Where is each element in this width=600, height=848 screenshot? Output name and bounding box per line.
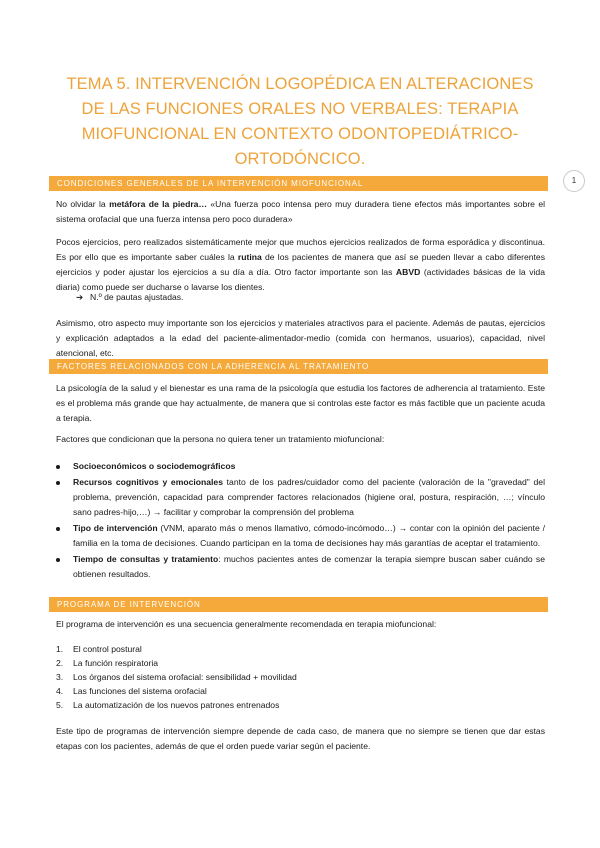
text-run: : muchos pacientes antes de comenzar la terapia siempre buscan saber cuándo se obtienen resultados. (73, 554, 546, 579)
bold-run: Tiempo de consultas y tratamiento (73, 554, 219, 564)
section-heading-adherencia: FACTORES RELACIONADOS CON LA ADHERENCIA AL TRATAMIENTO (49, 359, 548, 374)
step-number: 2. (56, 658, 64, 668)
bold-run: Tipo de intervención (73, 523, 158, 533)
step-number: 4. (56, 686, 64, 696)
bold-run: Socioeconómicos o sociodemográficos (73, 461, 236, 471)
paragraph-psicologia: La psicología de la salud y el bienestar es una rama de la psicología que estudia los factores de adherencia al tratamiento. Este es el problema más grande que hay actualmente, de manera que si controlas este factor es más factible que un paciente acuda a terapia. (56, 383, 545, 423)
step-number: 5. (56, 700, 64, 710)
arrow-item (76, 290, 183, 305)
section-heading-programa: PROGRAMA DE INTERVENCIÓN (49, 597, 548, 612)
bold-run: ABVD (395, 267, 421, 277)
list-item (56, 552, 545, 582)
text-run: tanto de los padres/cuidador como del paciente (valoración de la "gravedad" del problema, prevención, capacidad para comprender factores relacionados (higiene oral, postura, respiración, …; vínculo sano padres-hijo,…) → facilitar y comprobar la comprensión del problema (73, 477, 545, 517)
bullet-icon (56, 527, 60, 531)
paragraph-materiales: Asimismo, otro aspecto muy importante son los ejercicios y materiales atractivos para el paciente. Además de pautas, ejercicios y explicación adaptados a la edad del paciente-alimentador-medio (comida con hermanos, usuarios), capacidad, nivel atencional, etc. (56, 318, 545, 358)
text-run: (VNM, aparato más o menos llamativo, cómodo-incómodo…) → contar con la opinión del paciente / familia en la toma de decisiones. Cuando participan en la toma de decisiones hay más garantías de aceptar el tratamiento. (73, 523, 545, 548)
page-title: TEMA 5. INTERVENCIÓN LOGOPÉDICA EN ALTERACIONES DE LAS FUNCIONES ORALES NO VERBALES: TERAPIA MIOFUNCIONAL EN CONTEXTO ODONTOPEDIÁTRICO-ORTODÓNCICO. (66, 75, 534, 168)
text-run: Pocos ejercicios, pero realizados sistemáticamente mejor que muchos ejercicios realizados de forma esporádica y discontinua. Es por ello que es importante saber cuáles la (56, 237, 545, 262)
step-number: 3. (56, 672, 64, 682)
list-item (56, 698, 545, 712)
list-item (56, 656, 545, 670)
bullet-icon (56, 481, 60, 485)
list-item (56, 475, 545, 520)
paragraph-metafora (56, 197, 545, 227)
paragraph-programa-cierre: Este tipo de programas de intervención siempre depende de cada caso, de manera que no siempre se tienen que dar estas etapas con los pacientes, además de que el orden puede variar según el paciente. (56, 726, 545, 751)
paragraph-programa-intro: El programa de intervención es una secuencia generalmente recomendada en terapia miofuncional: (56, 619, 437, 629)
step-text: La automatización de los nuevos patrones entrenados (73, 700, 280, 710)
list-item (56, 642, 545, 656)
list-item (56, 684, 545, 698)
paragraph-factores-intro: Factores que condicionan que la persona no quiera tener un tratamiento miofuncional: (56, 434, 385, 444)
steps-list (56, 642, 545, 712)
bold-run: metáfora de la piedra… (109, 199, 208, 209)
paragraph-rutina (56, 235, 545, 295)
list-item (56, 459, 545, 474)
bold-run: Recursos cognitivos y emocionales (73, 477, 223, 487)
step-text: La función respiratoria (73, 658, 159, 668)
text-run: No olvidar la (56, 199, 110, 209)
step-text: Las funciones del sistema orofacial (73, 686, 207, 696)
step-text: Los órganos del sistema orofacial: sensibilidad + movilidad (73, 672, 297, 682)
bullet-icon (56, 465, 60, 469)
bullet-icon (56, 558, 60, 562)
arrow-item-text: N.º de pautas ajustadas. (90, 292, 184, 302)
list-item (56, 670, 545, 684)
list-item (56, 521, 545, 551)
step-text: El control postural (73, 644, 142, 654)
text-run: (actividades básicas de la vida diaria) como puede ser ducharse o lavarse los dientes. (56, 267, 545, 292)
arrow-right-icon: ➔ (76, 292, 84, 302)
section-heading-condiciones: CONDICIONES GENERALES DE LA INTERVENCIÓN MIOFUNCIONAL (49, 176, 548, 191)
factors-list (56, 459, 545, 583)
text-run: «Una fuerza poco intensa pero muy duradera tiene efectos más importantes sobre el sistema orofacial que una fuerza intensa pero poco duradera» (56, 199, 546, 224)
bold-run: rutina (237, 252, 262, 262)
text-run: de los pacientes de manera que así se pueden llevar a cabo diferentes ejercicios y poder ajustar los ejercicios a su día a día. Otro factor importante son las (56, 252, 545, 277)
page-number-badge: 1 (563, 170, 585, 192)
step-number: 1. (56, 644, 64, 654)
